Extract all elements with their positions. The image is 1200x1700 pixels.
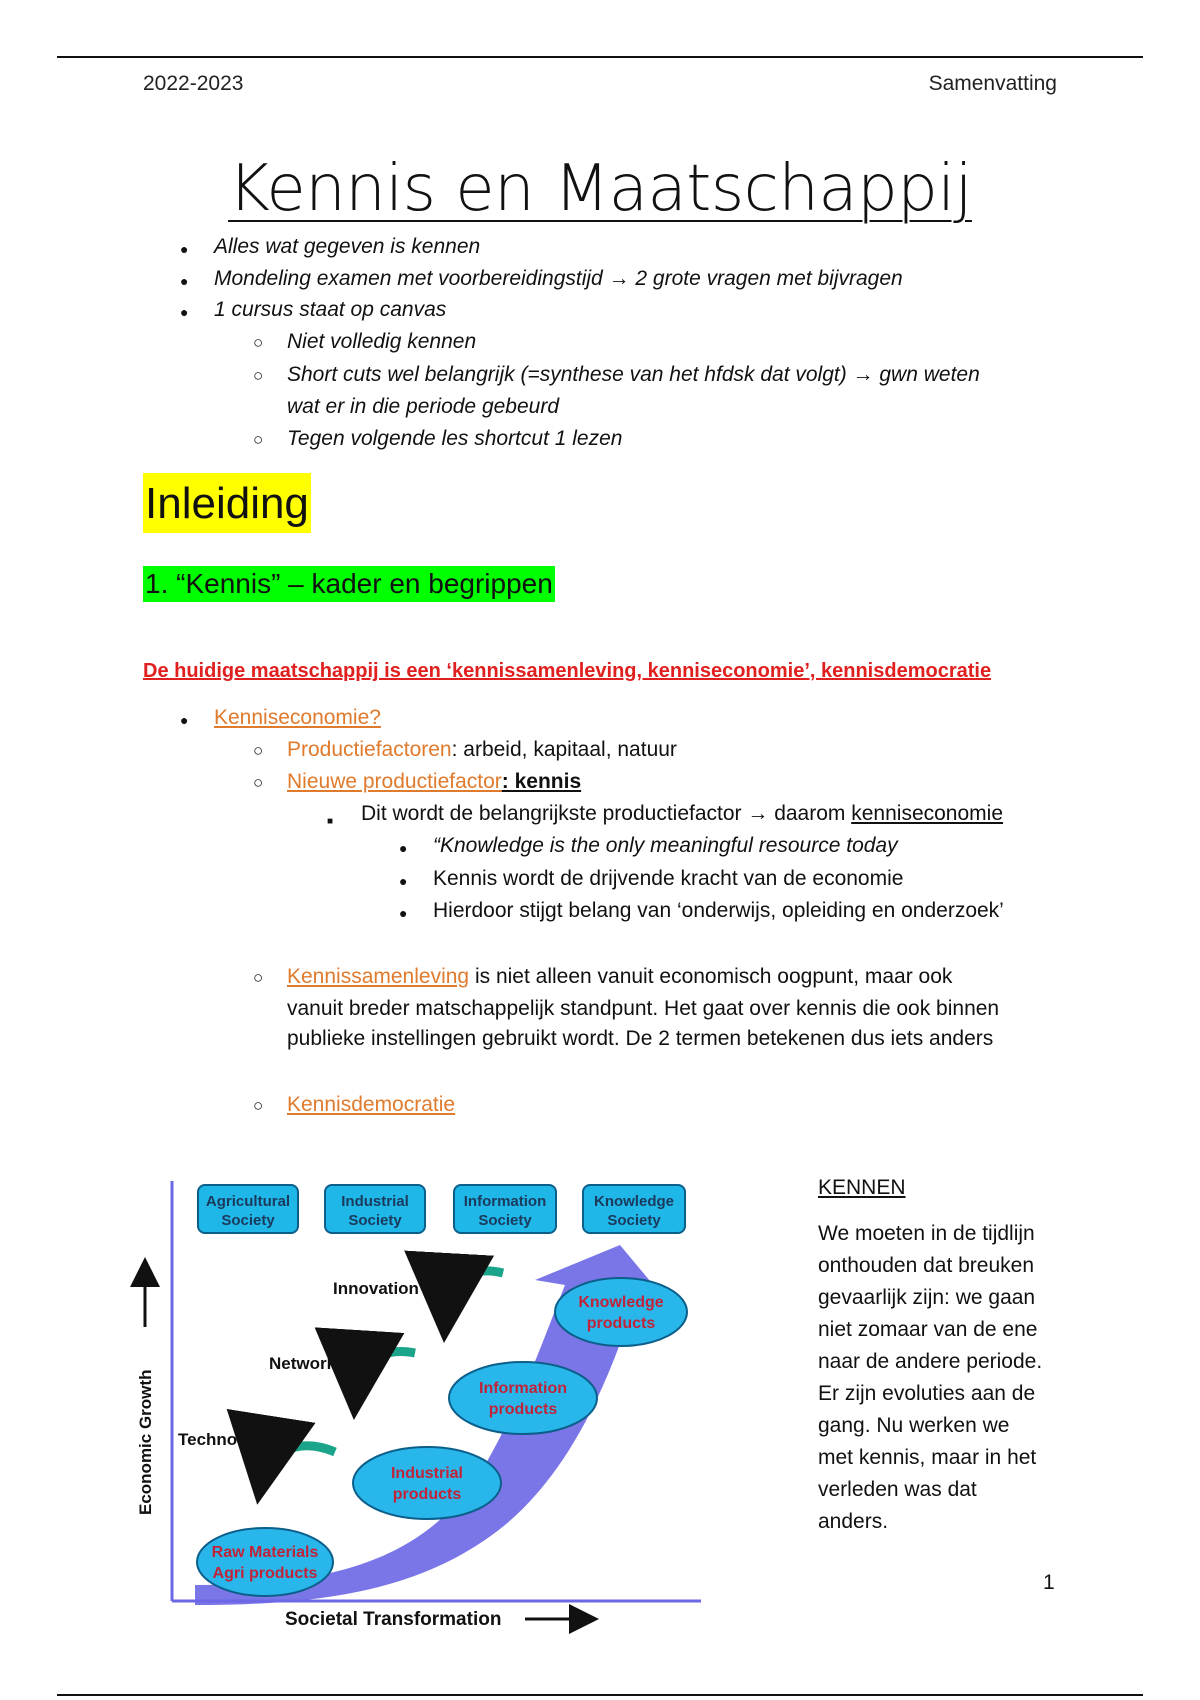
nieuwe-productiefactor-label: Nieuwe productiefactor	[287, 770, 502, 793]
productiefactoren-item	[287, 736, 677, 764]
kennisdemocratie-label: Kennisdemocratie	[287, 1093, 456, 1116]
society-box	[198, 1185, 298, 1233]
society-box-line2: Society	[348, 1212, 402, 1229]
kennissamenleving-line2: vanuit breder matschappelijk standpunt. Het gaat over kennis die ook binnen	[287, 997, 1000, 1020]
sidebar-line: We moeten in de tijdlijn	[818, 1222, 1035, 1245]
bottom-rule	[57, 1694, 1143, 1696]
intro-bullet: ● Mondeling examen met voorbereidingstijd → 2 grote vragen met bijvragen	[214, 265, 903, 293]
y-axis-title: Economic Growth	[136, 1369, 155, 1515]
page-number: 1	[1043, 1571, 1055, 1594]
product-oval-line1: Knowledge	[578, 1294, 664, 1311]
product-oval	[197, 1528, 333, 1596]
kenniseconomie-label: Kenniseconomie?	[214, 706, 381, 729]
label-innovation: Innovation	[333, 1279, 419, 1298]
square-link-text: kenniseconomie	[851, 802, 1003, 825]
society-box	[454, 1185, 556, 1233]
kennissamenleving-label: Kennissamenleving	[287, 965, 470, 988]
society-box-line1: Knowledge	[593, 1193, 675, 1210]
product-oval-line2: products	[488, 1401, 558, 1418]
red-heading: De huidige maatschappij is een ‘kennissamenleving, kenniseconomie’, kennisdemocratie	[143, 660, 992, 682]
dot-item: ● “Knowledge is the only meaningful resource today	[433, 832, 898, 860]
intro-sub-bullet: ○ Niet volledig kennen	[287, 328, 476, 356]
header-label: Samenvatting	[928, 72, 1057, 95]
sidebar-line: onthouden dat breuken	[818, 1254, 1035, 1277]
intro-sub-continuation: wat er in die periode gebeurd	[287, 395, 560, 418]
product-oval-line2: products	[392, 1486, 462, 1503]
x-axis-title: Societal Transformation	[285, 1609, 502, 1630]
label-networks: Networks	[269, 1354, 346, 1373]
economic-growth-diagram	[125, 1165, 715, 1635]
square-bullet	[361, 800, 1003, 828]
square-text: Dit wordt de belangrijkste productiefactor → daarom	[361, 802, 852, 825]
society-box	[325, 1185, 425, 1233]
society-box-line1: Agricultural	[205, 1193, 291, 1210]
intro-bullet: ● 1 cursus staat op canvas	[214, 296, 446, 324]
top-rule	[57, 56, 1143, 58]
sidebar-line: anders.	[818, 1510, 889, 1533]
productiefactoren-text: : arbeid, kapitaal, natuur	[451, 738, 677, 761]
kennissamenleving-line1: is niet alleen vanuit economisch oogpunt, maar ook	[469, 965, 953, 988]
sidebar-text	[818, 1218, 1068, 1538]
product-oval	[449, 1362, 597, 1434]
society-box-line1: Industrial	[341, 1193, 409, 1210]
curve-arrow-innovation	[445, 1271, 503, 1325]
sidebar-line: naar de andere periode.	[818, 1350, 1043, 1373]
product-oval-line2: products	[586, 1315, 656, 1332]
sidebar-line: gevaarlijk zijn: we gaan	[818, 1286, 1036, 1309]
nieuwe-productiefactor-text: : kennis	[501, 770, 582, 793]
intro-bullet: ● Alles wat gegeven is kennen	[214, 233, 480, 261]
society-box-line2: Society	[607, 1212, 661, 1229]
product-oval-line1: Raw Materials	[211, 1544, 319, 1561]
kennissamenleving-item	[287, 963, 952, 991]
product-oval-line1: Information	[479, 1380, 567, 1397]
kennissamenleving-line3: publieke instellingen gebruikt wordt. De 2 termen betekenen dus iets anders	[287, 1027, 994, 1050]
society-box-line2: Society	[221, 1212, 275, 1229]
sidebar-heading: KENNEN	[818, 1176, 906, 1199]
sidebar-line: Er zijn evoluties aan de	[818, 1382, 1036, 1405]
kenniseconomie-bullet	[214, 704, 381, 732]
sidebar-line: verleden was dat	[818, 1478, 977, 1501]
sidebar-line: niet zomaar van de ene	[818, 1318, 1038, 1341]
society-box	[583, 1185, 685, 1233]
productiefactoren-label: Productiefactoren	[287, 738, 452, 761]
product-oval-line2: Agri products	[212, 1565, 318, 1582]
sidebar-line: gang. Nu werken we	[818, 1414, 1010, 1437]
product-oval-line1: Industrial	[390, 1465, 464, 1482]
product-oval	[353, 1447, 501, 1519]
section-heading: Inleiding	[143, 473, 311, 533]
nieuwe-productiefactor-item	[287, 768, 581, 796]
intro-sub-bullet: ○ Tegen volgende les shortcut 1 lezen	[287, 425, 622, 453]
sidebar-line: met kennis, maar in het	[818, 1446, 1037, 1469]
curve-arrow-networks	[355, 1351, 415, 1402]
society-box-line2: Society	[478, 1212, 532, 1229]
header-year: 2022-2023	[143, 72, 244, 95]
kennisdemocratie-item	[287, 1091, 455, 1119]
society-box-line1: Information	[463, 1193, 547, 1210]
dot-item: ● Kennis wordt de drijvende kracht van de economie	[433, 865, 903, 893]
page-title-text: Kennis en Maatschappij	[228, 152, 972, 226]
page-title	[0, 152, 1200, 226]
product-oval	[555, 1278, 687, 1346]
subsection-heading: 1. “Kennis” – kader en begrippen	[143, 566, 555, 602]
dot-item: ● Hierdoor stijgt belang van ‘onderwijs, opleiding en onderzoek’	[433, 897, 1004, 925]
intro-sub-bullet: ○ Short cuts wel belangrijk (=synthese van het hfdsk dat volgt) → gwn weten	[287, 361, 980, 389]
curve-arrow-technology	[260, 1446, 335, 1487]
label-technology: Technology	[178, 1430, 273, 1449]
